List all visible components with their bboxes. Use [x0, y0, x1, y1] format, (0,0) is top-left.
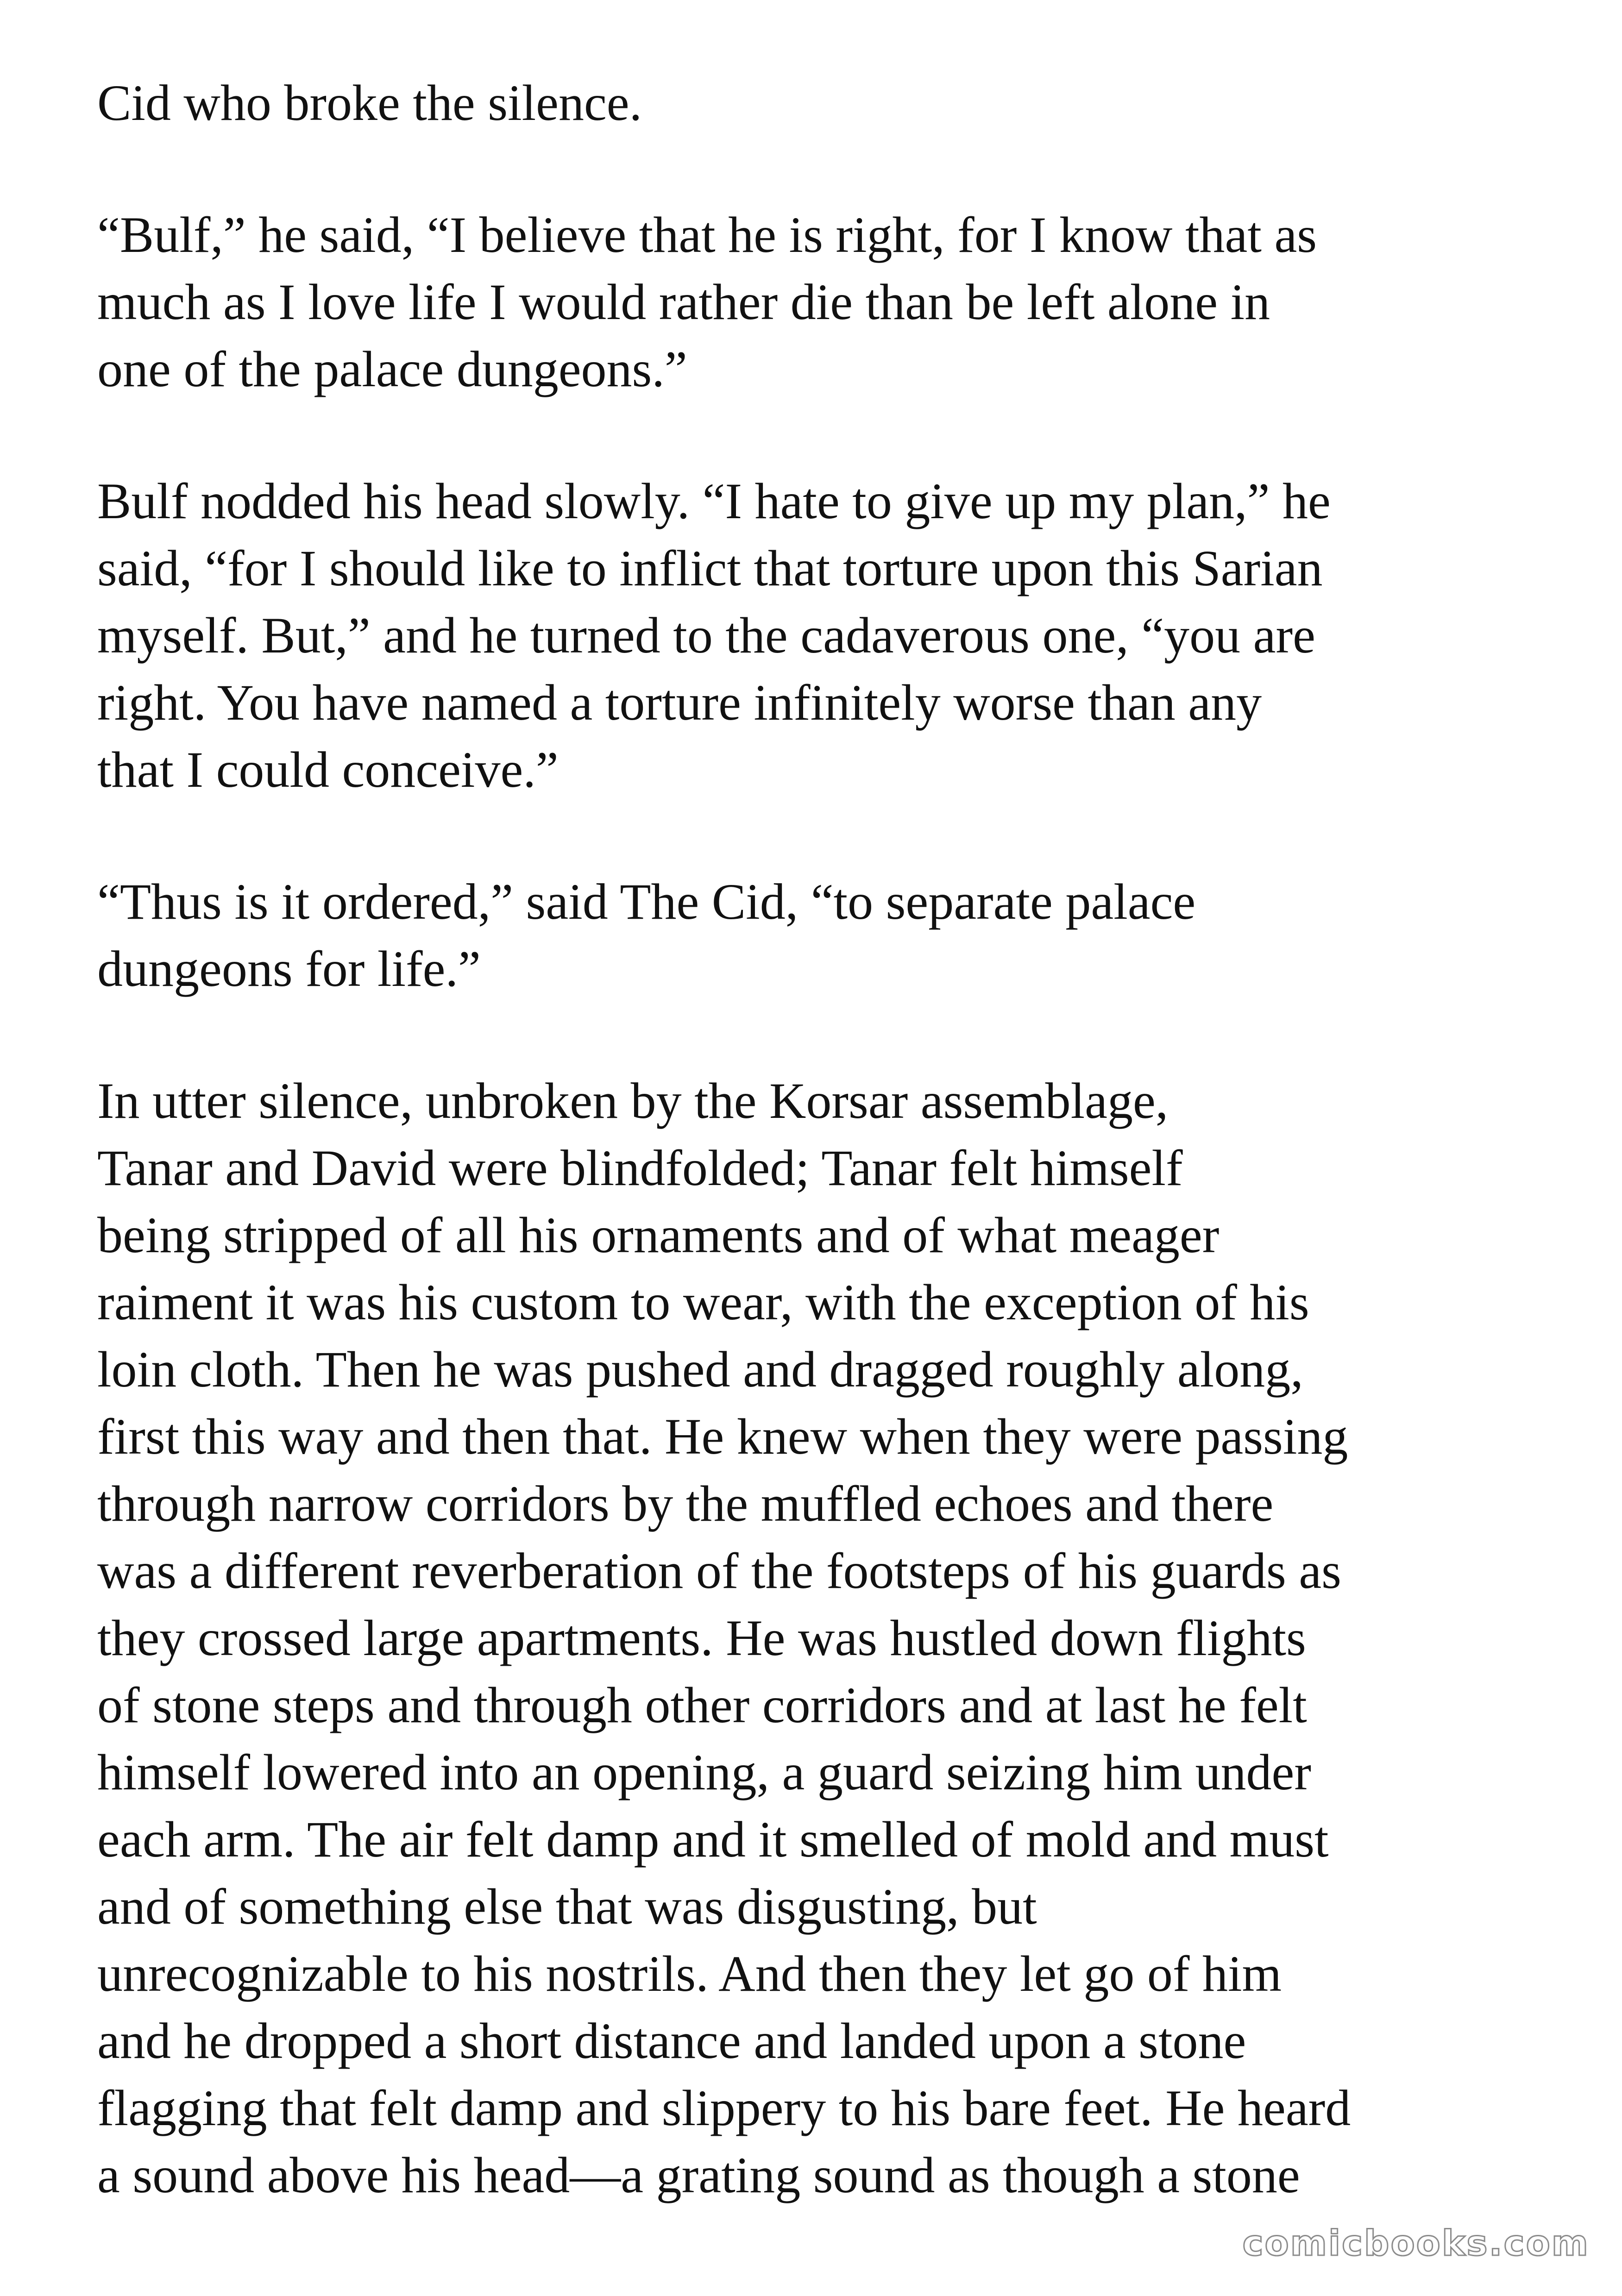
paragraph	[97, 468, 1556, 803]
text-line: unrecognizable to his nostrils. And then they let go of him	[97, 1945, 1282, 2002]
text-line: and of something else that was disgusting, but	[97, 1878, 1037, 1935]
text-line: being stripped of all his ornaments and of what meager	[97, 1207, 1220, 1263]
text-line: each arm. The air felt damp and it smelled of mold and must	[97, 1811, 1329, 1868]
text-line: that I could conceive.”	[97, 741, 559, 798]
text-line: “Bulf,” he said, “I believe that he is right, for I know that as	[97, 207, 1317, 263]
text-line: right. You have named a torture infinitely worse than any	[97, 674, 1262, 731]
text-line: said, “for I should like to inflict that torture upon this Sarian	[97, 540, 1323, 596]
text-line: much as I love life I would rather die than be left alone in	[97, 274, 1270, 330]
text-line: Tanar and David were blindfolded; Tanar felt himself	[97, 1140, 1183, 1196]
text-line: first this way and then that. He knew when they were passing	[97, 1408, 1348, 1465]
text-line: and he dropped a short distance and landed upon a stone	[97, 2013, 1246, 2069]
paragraph	[97, 868, 1556, 1003]
text-line: himself lowered into an opening, a guard seizing him under	[97, 1744, 1311, 1800]
page-text	[97, 69, 1556, 2274]
text-line: dungeons for life.”	[97, 941, 481, 997]
paragraph	[97, 69, 1556, 137]
paragraph	[97, 1067, 1556, 2209]
text-line: of stone steps and through other corridors and at last he felt	[97, 1677, 1307, 1733]
text-line: In utter silence, unbroken by the Korsar assemblage,	[97, 1073, 1169, 1129]
text-line: loin cloth. Then he was pushed and dragged roughly along,	[97, 1341, 1303, 1398]
watermark-text: comicbooks.com	[1242, 2222, 1590, 2264]
text-line: was a different reverberation of the footsteps of his guards as	[97, 1543, 1341, 1599]
text-line: through narrow corridors by the muffled echoes and there	[97, 1475, 1274, 1532]
text-line: “Thus is it ordered,” said The Cid, “to separate palace	[97, 873, 1196, 930]
paragraph	[97, 201, 1556, 403]
text-line: a sound above his head—a grating sound as though a stone	[97, 2147, 1300, 2203]
text-line: Cid who broke the silence.	[97, 75, 642, 131]
text-line: Bulf nodded his head slowly. “I hate to give up my plan,” he	[97, 473, 1331, 529]
text-line: raiment it was his custom to wear, with the exception of his	[97, 1274, 1309, 1330]
text-line: myself. But,” and he turned to the cadaverous one, “you are	[97, 607, 1315, 664]
text-line: flagging that felt damp and slippery to his bare feet. He heard	[97, 2080, 1351, 2136]
text-line: one of the palace dungeons.”	[97, 341, 687, 397]
text-line: they crossed large apartments. He was hustled down flights	[97, 1610, 1306, 1666]
